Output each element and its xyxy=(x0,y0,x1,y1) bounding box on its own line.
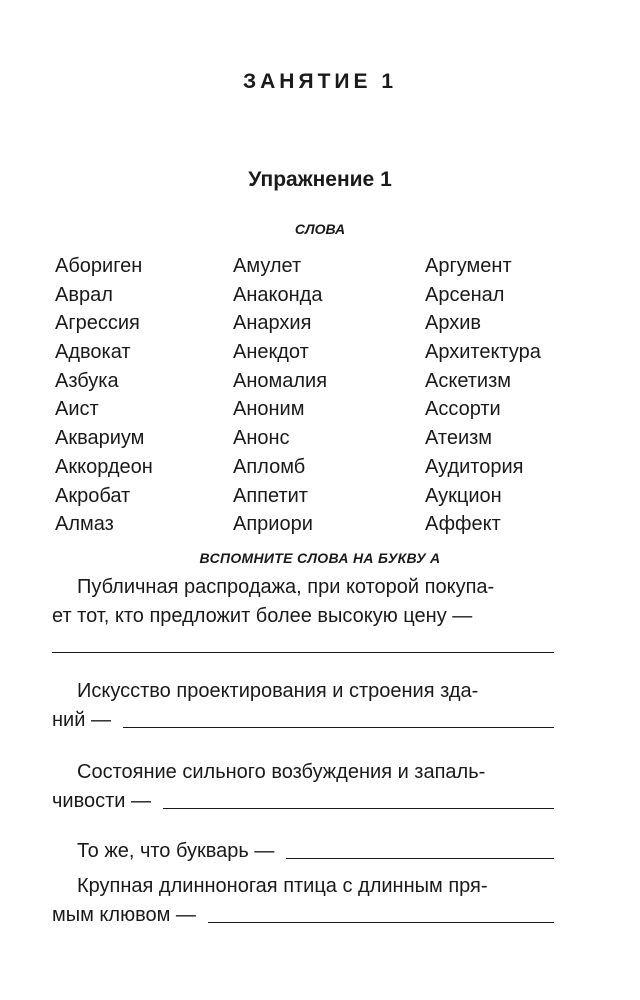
word-item: Аноним xyxy=(233,398,305,421)
answer-blank[interactable] xyxy=(286,858,554,859)
word-column-2 xyxy=(233,252,327,539)
word-item: Акробат xyxy=(55,484,131,507)
task-text-line xyxy=(52,872,554,901)
word-item: Аргумент xyxy=(425,255,512,277)
task-text: Крупная длинноногая птица с длинным пря- xyxy=(77,875,488,897)
word-item: Аппетит xyxy=(233,484,308,507)
task-3 xyxy=(52,758,554,816)
task-text: ний — xyxy=(52,709,111,731)
exercise-title: Упражнение 1 xyxy=(248,168,392,191)
answer-line xyxy=(52,706,554,735)
recall-heading: ВСПОМНИТЕ СЛОВА НА БУКВУ А xyxy=(199,550,441,566)
answer-line xyxy=(52,837,554,866)
word-item: Арсенал xyxy=(425,283,505,306)
answer-line xyxy=(52,631,554,660)
word-item: Аукцион xyxy=(425,484,502,507)
word-column-1 xyxy=(55,252,153,539)
word-item: Архитектура xyxy=(425,341,541,364)
word-item: Абориген xyxy=(55,255,143,277)
answer-blank[interactable] xyxy=(123,727,554,728)
word-item: Агрессия xyxy=(55,312,140,335)
word-item: Анархия xyxy=(233,312,312,335)
word-item: Аномалия xyxy=(233,369,328,392)
task-text: мым клювом — xyxy=(52,904,196,926)
word-item: Ассорти xyxy=(425,398,501,421)
task-text: Искусство проектирования и строения зда- xyxy=(77,680,479,702)
task-text: Состояние сильного возбуждения и запаль- xyxy=(77,761,486,783)
word-item: Атеизм xyxy=(425,427,493,450)
task-text: ет тот, кто предложит более высокую цену — xyxy=(52,605,473,627)
task-text-line xyxy=(52,677,554,706)
task-2 xyxy=(52,677,554,735)
task-text: чивости — xyxy=(52,790,152,812)
task-text: Публичная распродажа, при которой покупа- xyxy=(77,576,495,598)
word-item: Априори xyxy=(233,513,313,536)
words-heading: СЛОВА xyxy=(294,221,346,237)
word-item: Апломб xyxy=(233,455,306,478)
word-item: Аист xyxy=(55,398,99,421)
task-4 xyxy=(52,837,554,866)
word-item: Аффект xyxy=(425,513,501,536)
word-item: Адвокат xyxy=(55,341,131,364)
word-item: Аквариум xyxy=(55,427,145,450)
word-item: Азбука xyxy=(55,369,119,392)
lesson-title: ЗАНЯТИЕ 1 xyxy=(242,70,398,93)
task-1 xyxy=(52,573,554,660)
task-5 xyxy=(52,872,554,930)
task-text-line xyxy=(52,602,554,631)
word-item: Амулет xyxy=(233,255,302,277)
task-text-line xyxy=(52,573,554,602)
answer-line xyxy=(52,901,554,930)
word-item: Алмаз xyxy=(55,513,114,536)
word-column-3 xyxy=(425,252,541,539)
word-item: Архив xyxy=(425,312,482,335)
word-item: Анонс xyxy=(233,427,290,450)
answer-blank[interactable] xyxy=(52,652,554,653)
answer-blank[interactable] xyxy=(163,808,554,809)
word-item: Аскетизм xyxy=(425,369,512,392)
answer-blank[interactable] xyxy=(208,922,554,923)
word-item: Аврал xyxy=(55,283,113,306)
answer-line xyxy=(52,787,554,816)
word-item: Аудитория xyxy=(425,455,524,478)
word-item: Анекдот xyxy=(233,341,309,364)
task-text-line xyxy=(52,758,554,787)
task-text: То же, что букварь — xyxy=(77,840,275,862)
word-item: Анаконда xyxy=(233,283,323,306)
word-item: Аккордеон xyxy=(55,455,153,478)
